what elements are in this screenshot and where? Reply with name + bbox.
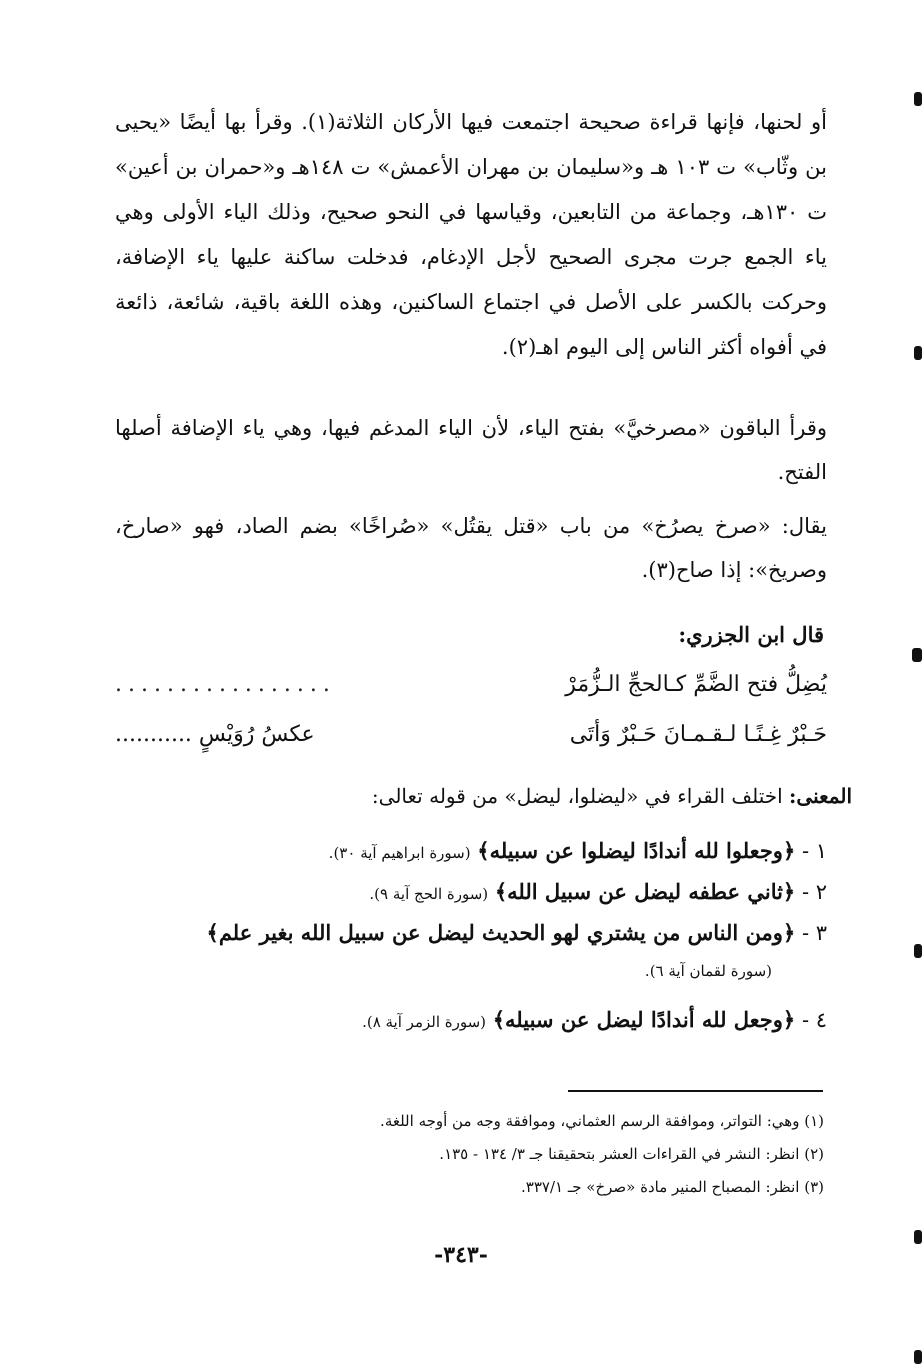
- aya-item: [329, 838, 827, 863]
- verse-line-1: [115, 672, 827, 716]
- scan-edge-mark: [912, 648, 922, 662]
- scan-edge-mark: [914, 1230, 922, 1244]
- aya-text: ﴿وجعل لله أندادًا ليضل عن سبيله﴾: [492, 1007, 796, 1032]
- aya-item: [369, 879, 827, 904]
- scan-edge-mark: [914, 1350, 922, 1364]
- verse-line-1-left: .................: [115, 672, 336, 697]
- aya-number: ٣ -: [801, 921, 827, 945]
- aya-number: ٤ -: [801, 1008, 827, 1032]
- meaning-text: اختلف القراء في «ليضلوا، ليضل» من قوله تعالى:: [371, 784, 783, 808]
- paragraph-readings: أو لحنها، فإنها قراءة صحيحة اجتمعت فيها الأركان الثلاثة(١). وقرأ بها أيضًا «يحيى بن وثّاب» ت ١٠٣ هـ و«سليمان بن مهران الأعمش» ت ١٤٨هـ و«حمران بن أعين» ت ١٣٠هـ، وجماعة من التابعين، وقياسها في النحو صحيح، وذلك الياء الأولى وهي ياء الجمع جرت مجرى الصحيح لأجل الإدغام، فدخلت ساكنة عليها ياء الإضافة، وحركت بالكسر على الأصل في اجتماع الساكنين، وهذه اللغة باقية، شائعة، ذائعة في أفواه أكثر الناس إلى اليوم اهـ(٢).: [115, 110, 828, 359]
- footnote-2: (٢) انظر: النشر في القراءات العشر بتحقيقنا جـ ٣/ ١٣٤ - ١٣٥.: [439, 1145, 824, 1163]
- aya-reference: (سورة ابراهيم آية ٣٠).: [328, 844, 471, 862]
- verse-line-2: [115, 722, 827, 766]
- aya-text: ﴿ومن الناس من يشتري لهو الحديث ليضل عن سبيل الله بغير علم﴾: [206, 920, 796, 945]
- aya-item: [115, 920, 827, 945]
- aya-reference: (سورة الحج آية ٩).: [369, 885, 489, 903]
- meaning-label: المعنى:: [789, 784, 852, 808]
- aya-reference: (سورة لقمان آية ٦).: [644, 962, 772, 980]
- aya-number: ١ -: [801, 839, 827, 863]
- paragraph-linguistic-note: يقال: «صرخ يصرُخ» من باب «قتل يقتُل» «صُراخًا» بضم الصاد، فهو «صارخ، وصريخ»: إذا صاح(٣).: [115, 514, 827, 582]
- footnote-1: (١) وهي: التواتر، وموافقة الرسم العثماني، وموافقة وجه من أوجه اللغة.: [380, 1112, 824, 1130]
- aya-text: ﴿ثاني عطفه ليضل عن سبيل الله﴾: [494, 879, 796, 904]
- aya-text: ﴿وجعلوا لله أندادًا ليضلوا عن سبيله﴾: [477, 838, 796, 863]
- page-number: -٣٤٣-: [434, 1242, 488, 1268]
- aya-reference: (سورة الزمر آية ٨).: [362, 1013, 487, 1031]
- footnote-3: (٣) انظر: المصباح المنير مادة «صرخ» جـ ٣٣٧/١.: [521, 1178, 824, 1196]
- scan-edge-mark: [914, 92, 922, 106]
- verse-line-2-right: حَـبْرٌ غِـنًـا لـقـمـانَ حَـبْرٌ وَأتَى: [569, 722, 827, 747]
- paragraph-others-reading: وقرأ الباقون «مصرخيَّ» بفتح الياء، لأن الياء المدغم فيها، وهي ياء الإضافة أصلها الفتح.: [115, 416, 827, 484]
- aya-number: ٢ -: [801, 880, 827, 904]
- footnote-divider: [568, 1090, 823, 1092]
- meaning-line: [372, 784, 852, 808]
- verse-line-2-left: عكسُ رُوَيْسٍ ...........: [115, 722, 315, 747]
- section-heading: قال ابن الجزري:: [678, 622, 824, 647]
- verse-line-1-right: يُضِلُّ فتح الضَّمِّ كـالحجِّ الـزُّمَرْ: [565, 672, 827, 697]
- scan-edge-mark: [914, 944, 922, 958]
- scan-edge-mark: [914, 346, 922, 360]
- aya-item: [362, 1007, 827, 1032]
